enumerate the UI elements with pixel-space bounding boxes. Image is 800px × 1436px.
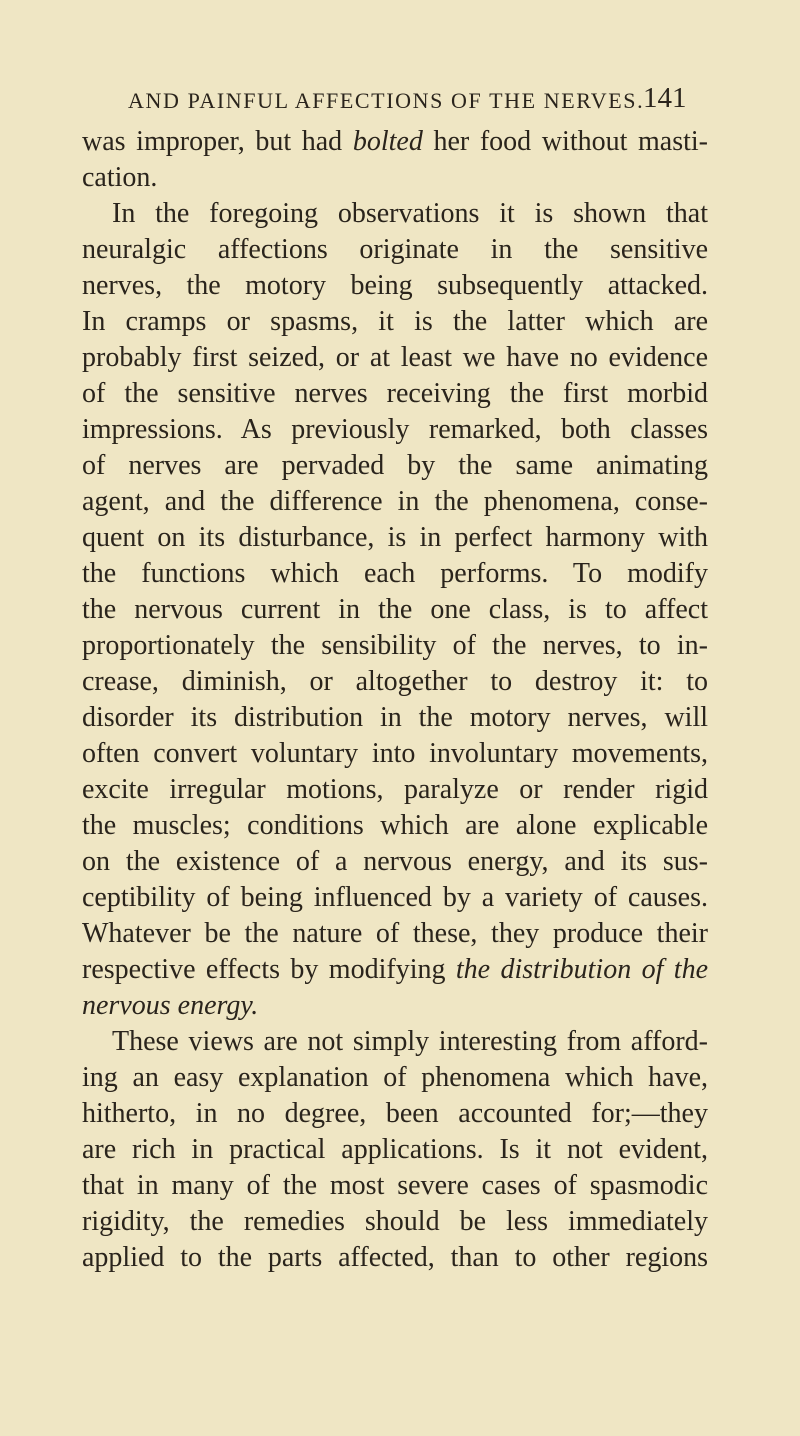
text-line: ing an easy explanation of phenomena which have,: [82, 1062, 708, 1093]
text-line: excite irregular motions, paralyze or render rigid: [82, 774, 708, 805]
text-line: the functions which each performs. To modify: [82, 558, 708, 589]
text-line: agent, and the difference in the phenomena, conse-: [82, 486, 708, 517]
text-line: [82, 988, 708, 1024]
text-line: ceptibility of being influenced by a variety of causes.: [82, 882, 708, 913]
text-line: neuralgic affections originate in the sensitive: [82, 234, 708, 265]
text-line: proportionately the sensibility of the nerves, to in-: [82, 630, 708, 661]
text-line: crease, diminish, or altogether to destroy it: to: [82, 666, 708, 697]
running-head: AND PAINFUL AFFECTIONS OF THE NERVES.: [128, 88, 645, 113]
text-line: Whatever be the nature of these, they produce their: [82, 918, 708, 949]
text-line: was improper, but had bolted her food without masti-: [82, 126, 709, 157]
emphasis: the distribution of the: [455, 954, 708, 985]
text-line: nerves, the motory being subsequently attacked.: [82, 270, 708, 301]
text-line: quent on its disturbance, is in perfect harmony with: [82, 522, 708, 553]
text-line: probably first seized, or at least we have no evidence: [82, 342, 708, 373]
text-line: disorder its distribution in the motory nerves, will: [82, 702, 708, 733]
text-line: that in many of the most severe cases of spasmodic: [82, 1170, 708, 1201]
text-line: impressions. As previously remarked, both classes: [82, 414, 708, 445]
text-line: cation.: [82, 162, 158, 193]
text-line: hitherto, in no degree, been accounted for;—they: [82, 1098, 708, 1129]
page-number: 141: [643, 82, 687, 114]
text-line: In the foregoing observations it is shown that: [112, 198, 708, 229]
text-line: In cramps or spasms, it is the latter which are: [82, 306, 708, 337]
text-line: applied to the parts affected, than to other regions: [82, 1242, 708, 1273]
text-line: the muscles; conditions which are alone explicable: [82, 810, 708, 841]
text-line: often convert voluntary into involuntary movements,: [82, 738, 708, 769]
text-line: of nerves are pervaded by the same animating: [82, 450, 708, 481]
text-line: are rich in practical applications. Is it not evident,: [82, 1134, 708, 1165]
text-line: These views are not simply interesting from afford-: [112, 1026, 708, 1057]
text-line: of the sensitive nerves receiving the first morbid: [82, 378, 708, 409]
text-line: rigidity, the remedies should be less immediately: [82, 1206, 708, 1237]
emphasis: nervous energy.: [82, 990, 259, 1021]
text-line: respective effects by modifying the distribution of the: [82, 954, 708, 985]
emphasis: bolted: [352, 126, 423, 157]
text-line: on the existence of a nervous energy, and its sus-: [82, 846, 708, 877]
text-line: the nervous current in the one class, is to affect: [82, 594, 708, 625]
